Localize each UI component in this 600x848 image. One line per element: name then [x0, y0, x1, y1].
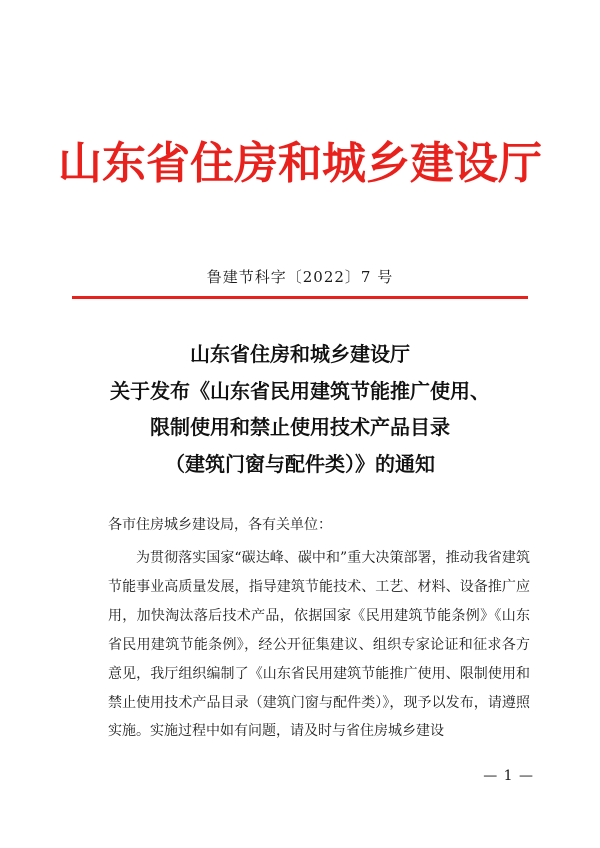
- notice-title-line: （建筑门窗与配件类）》的通知: [165, 451, 435, 476]
- notice-title-line: 限制使用和禁止使用技术产品目录: [150, 415, 450, 439]
- notice-title: [0, 336, 600, 482]
- notice-title-line: 山东省住房和城乡建设厅: [190, 342, 410, 366]
- salutation: 各市住房城乡建设局，各有关单位：: [108, 517, 332, 533]
- red-divider-line: [72, 296, 528, 299]
- document-number: 鲁建节科字〔2022〕7 号: [206, 268, 394, 286]
- masthead-title: 山东省住房和城乡建设厅: [58, 138, 542, 189]
- page-number: — 1 —: [483, 768, 534, 784]
- notice-title-line: 关于发布《山东省民用建筑节能推广使用、: [110, 378, 490, 403]
- body-paragraph: 为贯彻落实国家“碳达峰、碳中和”重大决策部署，推动我省建筑节能事业高质量发展，指导建筑节能技术、工艺、材料、设备推广应用，加快淘汰落后技术产品，依据国家《民用建筑节能条例》《山东省民用建筑节能条例》，经公开征集建议、组织专家论证和征求各方意见，我厅组织编制了《山东省民用建筑节能推广使用、限制使用和禁止使用技术产品目录（建筑门窗与配件类）》，现予以发布，请遵照实施。实施过程中如有问题，请及时与省住房城乡建设: [108, 550, 530, 740]
